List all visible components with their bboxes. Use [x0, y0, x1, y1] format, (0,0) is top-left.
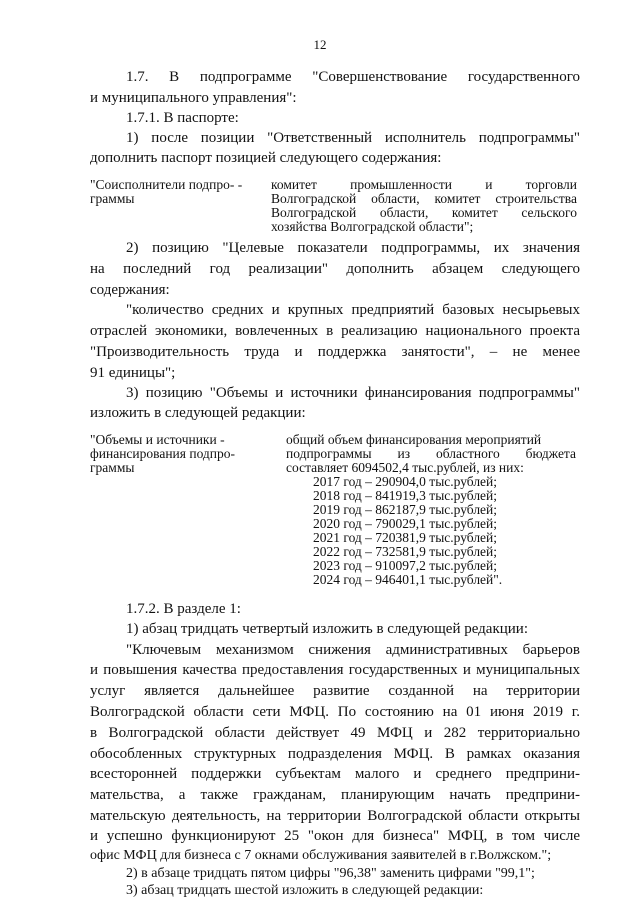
paragraph-line: изложить в следующей редакции:	[90, 405, 306, 421]
paragraph-line: всесторонней поддержки субъектам малого и среднего предприни-	[90, 766, 580, 782]
table-value-line: общий объем финансирования мероприятий	[286, 432, 542, 447]
paragraph-line: 3) позицию "Объемы и источники финансирования подпрограммы"	[126, 385, 580, 401]
funding-year-line: 2020 год – 790029,1 тыс.рублей;	[313, 516, 498, 531]
paragraph-line: 1) абзац тридцать четвертый изложить в следующей редакции:	[126, 621, 529, 637]
table-value-line: Волгоградской области, комитет строительства	[271, 191, 577, 206]
funding-year-line: 2021 год – 720381,9 тыс.рублей;	[313, 530, 498, 545]
paragraph-line: обособленных структурных подразделения МФЦ. В рамках оказания	[90, 746, 580, 762]
paragraph-line: мательскую деятельность, на территории Волгоградской области открыты	[90, 808, 580, 824]
table-label-line: граммы	[90, 460, 135, 475]
paragraph-line: 3) абзац тридцать шестой изложить в следующей редакции:	[126, 883, 484, 898]
paragraph-line: 1.7.1. В паспорте:	[126, 110, 239, 126]
paragraph-line: 91 единицы";	[90, 365, 176, 381]
table-label-line: финансирования подпро-	[90, 446, 236, 461]
table-value-line: Волгоградской области, комитет сельского	[271, 205, 577, 220]
paragraph-line: 2) позицию "Целевые показатели подпрограммы, их значения	[126, 240, 580, 256]
funding-year-line: 2017 год – 290904,0 тыс.рублей;	[313, 474, 498, 489]
table-value-line: составляет 6094502,4 тыс.рублей, из них:	[286, 460, 524, 475]
paragraph-line: и повышения качества предоставления государственных и муниципальных	[90, 662, 580, 678]
paragraph-line: 1.7.2. В разделе 1:	[126, 601, 241, 617]
paragraph-line: "количество средних и крупных предприятий базовых несырьевых	[126, 302, 580, 318]
page-number: 12	[313, 37, 327, 52]
paragraph-line: 2) в абзаце тридцать пятом цифры "96,38" заменить цифрами "99,1";	[126, 866, 535, 881]
table-label-line: граммы	[90, 191, 135, 206]
paragraph-line: Волгоградской области сети МФЦ. По состоянию на 01 июня 2019 г.	[90, 704, 580, 720]
paragraph-line: содержания:	[90, 282, 170, 298]
paragraph-line: отраслей экономики, вовлеченных в реализацию национального проекта	[90, 323, 580, 339]
paragraph-line: 1.7. В подпрограмме "Совершенствование государственного	[126, 69, 580, 85]
paragraph-line: "Ключевым механизмом снижения административных барьеров	[126, 642, 580, 658]
funding-year-line: 2018 год – 841919,3 тыс.рублей;	[313, 488, 498, 503]
paragraph-line: "Производительность труда и поддержка занятости", – не менее	[90, 344, 580, 360]
table-value-line: комитет промышленности и торговли	[271, 177, 577, 192]
table-value-line: подпрограммы из областного бюджета	[286, 446, 576, 461]
funding-year-line: 2022 год – 732581,9 тыс.рублей;	[313, 544, 498, 559]
paragraph-line: офис МФЦ для бизнеса с 7 окнами обслуживания заявителей в г.Волжском.";	[90, 848, 552, 863]
funding-year-line: 2024 год – 946401,1 тыс.рублей".	[313, 572, 503, 587]
paragraph-line: в Волгоградской области действует 49 МФЦ и 282 территориально	[90, 725, 580, 741]
funding-year-line: 2019 год – 862187,9 тыс.рублей;	[313, 502, 498, 517]
paragraph-line: и муниципального управления":	[90, 90, 297, 106]
paragraph-line: и успешно функционируют 25 "окон для бизнеса" МФЦ, в том числе	[90, 828, 580, 844]
paragraph-line: мательства, а также гражданам, планирующим начать предприни-	[90, 787, 580, 803]
paragraph-line: дополнить паспорт позицией следующего содержания:	[90, 150, 442, 166]
funding-year-line: 2023 год – 910097,2 тыс.рублей;	[313, 558, 498, 573]
table-label-line: "Объемы и источники -	[90, 432, 225, 447]
paragraph-line: услуг является дальнейшее развитие созданной на территории	[90, 683, 580, 699]
table-value-line: хозяйства Волгоградской области";	[271, 219, 474, 234]
table-label-line: "Соисполнители подпро- -	[90, 177, 243, 192]
paragraph-line: на последний год реализации" дополнить абзацем следующего	[90, 261, 580, 277]
paragraph-line: 1) после позиции "Ответственный исполнитель подпрограммы"	[126, 130, 580, 146]
